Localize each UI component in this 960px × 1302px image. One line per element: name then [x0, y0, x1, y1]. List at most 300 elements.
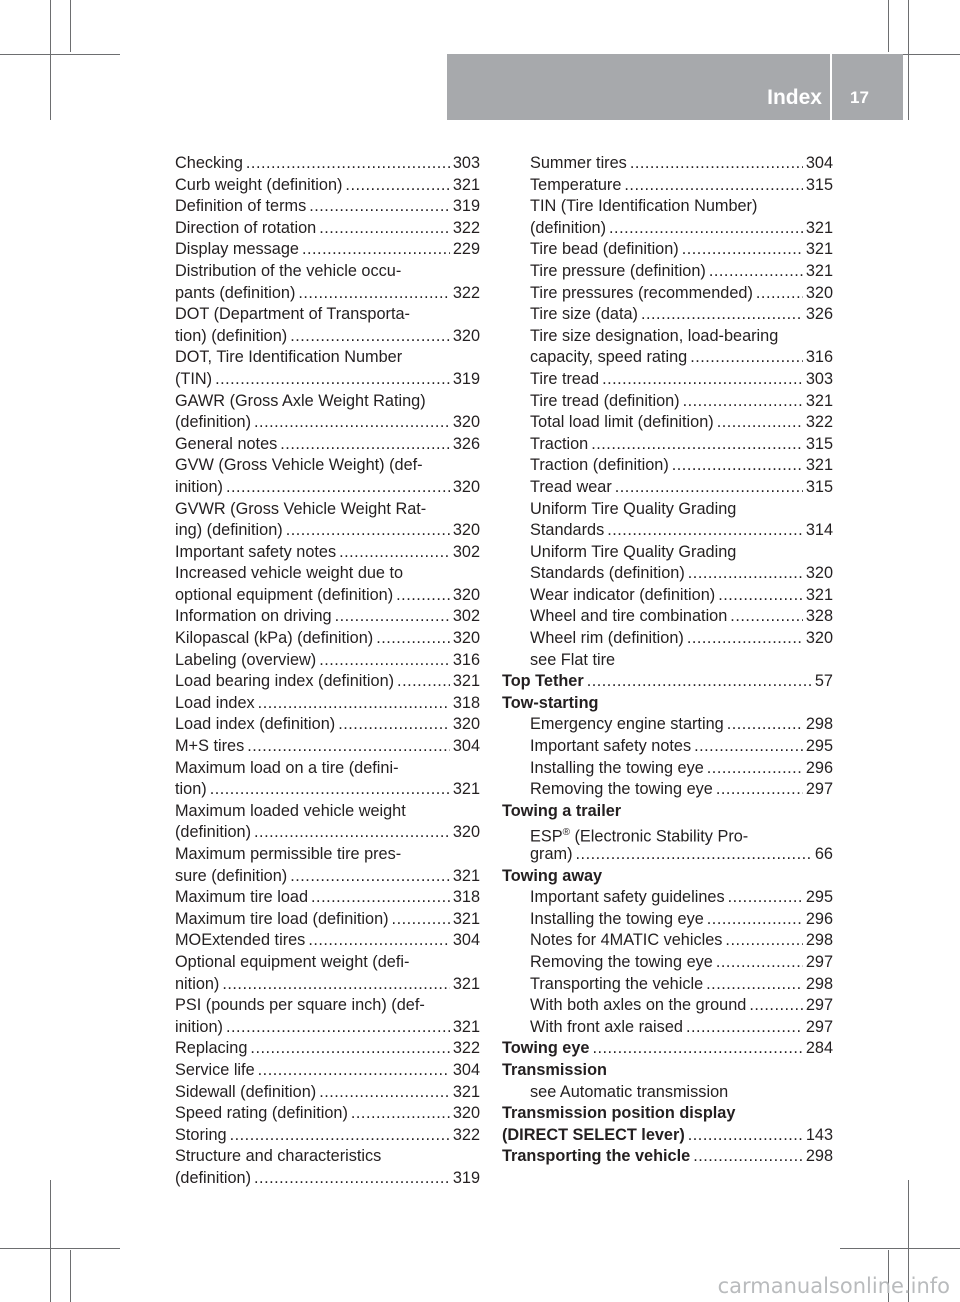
- index-entry: [502, 542, 833, 564]
- index-entry-page: 318: [452, 888, 480, 907]
- index-entry-page: 302: [452, 607, 480, 626]
- index-entry-page: 296: [805, 909, 833, 928]
- leader-dots: [230, 1125, 450, 1147]
- index-entry: [502, 326, 833, 348]
- index-entry: [502, 347, 833, 369]
- leader-dots: [716, 779, 803, 801]
- index-entry-text: Removing the towing eye: [530, 780, 713, 799]
- index-entry-page: 319: [452, 197, 480, 216]
- index-entry-text: Wheel rim (definition): [530, 629, 684, 648]
- index-entry: [502, 391, 833, 413]
- index-entry-page: 284: [805, 1039, 833, 1058]
- index-entry-text: inition): [175, 477, 223, 496]
- index-entry-text: Speed rating (definition): [175, 1104, 348, 1123]
- index-entry: [502, 628, 833, 650]
- index-entry-text: Tire pressures (recommended): [530, 283, 753, 302]
- index-entry-page: 315: [805, 477, 833, 496]
- leader-dots: [718, 585, 803, 607]
- leader-dots: [688, 563, 803, 585]
- index-entry-page: 321: [805, 456, 833, 475]
- index-entry: [175, 391, 480, 413]
- watermark: carmanualsonline.info: [717, 1274, 950, 1298]
- index-entry: [502, 563, 833, 585]
- leader-dots: [641, 304, 803, 326]
- index-entry-text: Removing the towing eye: [530, 952, 713, 971]
- index-entry-page: 320: [452, 413, 480, 432]
- index-entry-text: Installing the towing eye: [530, 909, 704, 928]
- index-entry-text: Wheel and tire combination: [530, 607, 728, 626]
- index-entry: [175, 499, 480, 521]
- index-entry: [175, 369, 480, 391]
- index-entry-text: Structure and characteristics: [175, 1147, 382, 1166]
- index-entry-text: Important safety notes: [175, 542, 337, 561]
- index-entry-page: 322: [452, 1125, 480, 1144]
- crop-mark: [888, 0, 889, 52]
- index-entry-page: 57: [814, 672, 833, 691]
- index-entry: [502, 650, 833, 672]
- index-entry-text: (definition): [175, 823, 252, 842]
- index-entry-text: tion): [175, 780, 207, 799]
- leader-dots: [290, 326, 450, 348]
- index-entry: [175, 650, 480, 672]
- index-entry: [502, 1082, 833, 1104]
- index-entry-page: 320: [452, 715, 480, 734]
- index-entry-page: 328: [805, 607, 833, 626]
- index-entry-text: Tire bead (definition): [530, 240, 679, 259]
- index-entry-page: 143: [805, 1125, 833, 1144]
- index-entry-text: TIN (Tire Identification Number): [530, 197, 758, 216]
- index-entry-page: 320: [452, 823, 480, 842]
- leader-dots: [392, 909, 450, 931]
- index-entry: [175, 714, 480, 736]
- leader-dots: [609, 218, 803, 240]
- index-entry: [175, 455, 480, 477]
- leader-dots: [592, 1038, 802, 1060]
- leader-dots: [725, 930, 802, 952]
- index-entry: [502, 196, 833, 218]
- index-entry-page: 316: [805, 348, 833, 367]
- index-entry-text: pants (definition): [175, 283, 296, 302]
- header-divider: [830, 54, 832, 120]
- index-entry-text: Direction of rotation: [175, 218, 317, 237]
- index-entry: [175, 758, 480, 780]
- index-entry: [502, 369, 833, 391]
- leader-dots: [396, 585, 450, 607]
- index-entry: [502, 1103, 833, 1125]
- index-entry-text: Uniform Tire Quality Grading: [530, 542, 737, 561]
- leader-dots: [602, 369, 803, 391]
- leader-dots: [319, 1082, 450, 1104]
- index-entry-text: Towing away: [502, 866, 603, 885]
- index-entry-text: GAWR (Gross Axle Weight Rating): [175, 391, 426, 410]
- index-entry: [175, 1103, 480, 1125]
- index-entry-page: 297: [805, 996, 833, 1015]
- leader-dots: [345, 175, 449, 197]
- leader-dots: [687, 628, 803, 650]
- index-entry-page: 320: [452, 1104, 480, 1123]
- index-entry: [502, 455, 833, 477]
- index-entry-page: 298: [805, 715, 833, 734]
- index-entry-text: Definition of terms: [175, 197, 307, 216]
- index-entry: [502, 412, 833, 434]
- index-entry-page: 320: [805, 283, 833, 302]
- index-entry-text: Maximum loaded vehicle weight: [175, 801, 406, 820]
- index-entry-text: Transporting the vehicle: [530, 974, 704, 993]
- leader-dots: [246, 153, 450, 175]
- index-entry-text: optional equipment (definition): [175, 585, 394, 604]
- leader-dots: [694, 736, 803, 758]
- index-entry-text: see Flat tire: [530, 650, 616, 669]
- index-entry-text: Towing eye: [502, 1039, 590, 1058]
- index-entry: [502, 1038, 833, 1060]
- crop-mark: [908, 0, 909, 120]
- index-entry: [175, 736, 480, 758]
- index-entry-text: ing) (definition): [175, 521, 283, 540]
- crop-mark: [0, 1248, 120, 1249]
- index-entry-page: 321: [452, 175, 480, 194]
- leader-dots: [591, 434, 803, 456]
- index-entry: [175, 1082, 480, 1104]
- index-column-left: [175, 153, 480, 1190]
- index-entry-text: sure (definition): [175, 866, 288, 885]
- index-entry-page: 320: [805, 564, 833, 583]
- index-entry: [502, 1017, 833, 1039]
- index-entry: [502, 887, 833, 909]
- index-entry: [502, 822, 833, 844]
- index-entry: [175, 822, 480, 844]
- leader-dots: [587, 671, 812, 693]
- index-entry: [502, 434, 833, 456]
- index-entry: [175, 261, 480, 283]
- index-entry: [175, 801, 480, 823]
- index-entry: [175, 477, 480, 499]
- index-entry-page: 298: [805, 974, 833, 993]
- crop-mark: [70, 1250, 71, 1302]
- index-entry-text: Replacing: [175, 1039, 248, 1058]
- index-entry-text: Transporting the vehicle: [502, 1147, 691, 1166]
- index-entry-text: Important safety notes: [530, 737, 692, 756]
- index-entry-text: Traction (definition): [530, 456, 669, 475]
- index-entry-page: 321: [452, 909, 480, 928]
- crop-mark: [0, 54, 120, 55]
- index-entry: [175, 585, 480, 607]
- index-entry-text: With front axle raised: [530, 1017, 683, 1036]
- leader-dots: [290, 866, 450, 888]
- index-entry-page: 296: [805, 758, 833, 777]
- index-entry: [175, 693, 480, 715]
- index-entry-page: 320: [805, 629, 833, 648]
- index-entry-text: With both axles on the ground: [530, 996, 747, 1015]
- leader-dots: [607, 520, 803, 542]
- leader-dots: [756, 283, 803, 305]
- index-entry: [175, 283, 480, 305]
- index-entry-page: 229: [452, 240, 480, 259]
- index-entry-text: Increased vehicle weight due to: [175, 564, 404, 583]
- index-entry-page: 320: [452, 585, 480, 604]
- index-entry-page: 321: [452, 974, 480, 993]
- index-entry: [175, 1146, 480, 1168]
- index-entry-text: capacity, speed rating: [530, 348, 688, 367]
- index-entry: [502, 952, 833, 974]
- leader-dots: [339, 542, 450, 564]
- leader-dots: [319, 650, 450, 672]
- index-entry-page: 321: [452, 1017, 480, 1036]
- index-entry-page: 321: [805, 391, 833, 410]
- index-entry-text: ESP® (Electronic Stability Pro-: [530, 827, 749, 846]
- leader-dots: [397, 671, 450, 693]
- index-entry-text: Storing: [175, 1125, 227, 1144]
- index-entry: [502, 671, 833, 693]
- index-entry: [175, 844, 480, 866]
- leader-dots: [376, 628, 450, 650]
- index-entry-text: Important safety guidelines: [530, 888, 725, 907]
- index-entry-page: 320: [452, 477, 480, 496]
- leader-dots: [250, 1038, 449, 1060]
- leader-dots: [727, 714, 803, 736]
- index-entry-page: 298: [805, 931, 833, 950]
- header-bar: [447, 54, 903, 120]
- index-entry-page: 303: [805, 369, 833, 388]
- index-entry: [502, 801, 833, 823]
- index-entry-page: 321: [805, 218, 833, 237]
- crop-mark: [50, 0, 51, 120]
- leader-dots: [226, 1017, 450, 1039]
- index-entry: [502, 909, 833, 931]
- index-entry-text: Transmission position display: [502, 1104, 736, 1123]
- index-entry-text: PSI (pounds per square inch) (def-: [175, 996, 425, 1015]
- index-entry-text: Transmission: [502, 1060, 607, 1079]
- leader-dots: [222, 974, 449, 996]
- index-entry: [502, 477, 833, 499]
- leader-dots: [309, 196, 450, 218]
- index-entry-page: 304: [452, 737, 480, 756]
- index-entry: [175, 520, 480, 542]
- index-entry-text: tion) (definition): [175, 326, 288, 345]
- index-entry-text: (TIN): [175, 369, 213, 388]
- index-entry: [175, 909, 480, 931]
- index-entry-text: Uniform Tire Quality Grading: [530, 499, 737, 518]
- index-entry-text: Maximum load on a tire (defini-: [175, 758, 399, 777]
- index-entry: [175, 952, 480, 974]
- index-entry-page: 304: [452, 1060, 480, 1079]
- index-entry: [175, 974, 480, 996]
- index-entry-text: M+S tires: [175, 737, 245, 756]
- leader-dots: [749, 995, 803, 1017]
- index-entry-text: Distribution of the vehicle occu-: [175, 261, 402, 280]
- index-entry-page: 295: [805, 888, 833, 907]
- index-entry-page: 66: [814, 845, 833, 863]
- index-entry-text: nition): [175, 974, 220, 993]
- index-entry-page: 322: [452, 218, 480, 237]
- index-entry-text: Top Tether: [502, 672, 584, 691]
- index-entry-page: 304: [805, 154, 833, 172]
- index-entry: [502, 585, 833, 607]
- leader-dots: [690, 347, 803, 369]
- index-entry-text: Installing the towing eye: [530, 758, 704, 777]
- index-entry-text: Load index: [175, 693, 255, 712]
- index-entry: [502, 995, 833, 1017]
- leader-dots: [688, 1125, 803, 1147]
- leader-dots: [707, 758, 803, 780]
- index-entry-text: Tire pressure (definition): [530, 261, 706, 280]
- index-entry: [175, 196, 480, 218]
- index-entry: [175, 347, 480, 369]
- leader-dots: [311, 887, 450, 909]
- index-entry: [502, 153, 833, 175]
- index-entry-text: Maximum permissible tire pres-: [175, 845, 402, 863]
- leader-dots: [728, 887, 803, 909]
- index-entry-text: Tread wear: [530, 477, 612, 496]
- leader-dots: [730, 606, 803, 628]
- crop-mark: [840, 1248, 960, 1249]
- index-entry-text: Optional equipment weight (defi-: [175, 952, 410, 971]
- leader-dots: [338, 714, 450, 736]
- leader-dots: [709, 261, 803, 283]
- index-entry: [175, 995, 480, 1017]
- index-entry-page: 322: [452, 283, 480, 302]
- index-entry: [175, 542, 480, 564]
- index-entry: [502, 1125, 833, 1147]
- index-entry: [502, 499, 833, 521]
- index-entry: [502, 218, 833, 240]
- leader-dots: [215, 369, 450, 391]
- index-entry: [175, 628, 480, 650]
- leader-dots: [624, 175, 802, 197]
- index-entry-page: 314: [805, 521, 833, 540]
- index-entry-page: 326: [805, 305, 833, 324]
- index-entry: [502, 1060, 833, 1082]
- leader-dots: [286, 520, 450, 542]
- index-entry: [175, 779, 480, 801]
- index-entry: [502, 304, 833, 326]
- index-entry-text: GVW (Gross Vehicle Weight) (def-: [175, 456, 423, 475]
- index-entry-text: Standards (definition): [530, 564, 685, 583]
- index-entry-page: 297: [805, 780, 833, 799]
- index-entry: [175, 606, 480, 628]
- index-entry-page: 321: [452, 866, 480, 885]
- index-entry: [175, 218, 480, 240]
- index-entry-text: GVWR (Gross Vehicle Weight Rat-: [175, 499, 427, 518]
- index-entry-text: Emergency engine starting: [530, 715, 724, 734]
- index-entry-page: 321: [805, 261, 833, 280]
- index-entry: [502, 239, 833, 261]
- index-entry: [175, 1168, 480, 1190]
- index-entry: [502, 736, 833, 758]
- index-entry-page: 302: [452, 542, 480, 561]
- leader-dots: [716, 952, 803, 974]
- index-entry-text: Standards: [530, 521, 605, 540]
- index-entry-text: Tire tread (definition): [530, 391, 680, 410]
- index-entry-page: 304: [452, 931, 480, 950]
- index-entry: [502, 520, 833, 542]
- page-title: Index: [767, 86, 822, 109]
- index-entry-page: 321: [452, 1082, 480, 1101]
- index-entry: [175, 434, 480, 456]
- index-entry-text: see Automatic transmission: [530, 1082, 729, 1101]
- index-entry-text: Checking: [175, 154, 243, 172]
- index-entry-page: 303: [452, 154, 480, 172]
- leader-dots: [210, 779, 450, 801]
- index-entry-text: inition): [175, 1017, 223, 1036]
- index-entry: [502, 283, 833, 305]
- index-entry: [502, 175, 833, 197]
- index-entry-text: General notes: [175, 434, 278, 453]
- leader-dots: [693, 1146, 803, 1168]
- leader-dots: [302, 239, 450, 261]
- index-entry-text: Wear indicator (definition): [530, 585, 716, 604]
- index-entry-page: 295: [805, 737, 833, 756]
- leader-dots: [254, 822, 450, 844]
- index-entry: [502, 714, 833, 736]
- index-entry: [175, 239, 480, 261]
- index-entry-text: (definition): [175, 413, 252, 432]
- leader-dots: [258, 693, 450, 715]
- crop-mark: [70, 0, 71, 52]
- page-number: 17: [850, 88, 869, 107]
- index-entry-text: Total load limit (definition): [530, 413, 714, 432]
- leader-dots: [576, 844, 812, 866]
- index-entry: [502, 606, 833, 628]
- leader-dots: [682, 239, 803, 261]
- index-entry-page: 320: [452, 521, 480, 540]
- leader-dots: [630, 153, 803, 175]
- index-entry: [175, 1060, 480, 1082]
- index-entry-text: Labeling (overview): [175, 650, 317, 669]
- leader-dots: [319, 218, 450, 240]
- crop-mark: [50, 1180, 51, 1302]
- index-entry-page: 320: [452, 326, 480, 345]
- index-entry-page: 321: [805, 240, 833, 259]
- index-entry-page: 322: [805, 413, 833, 432]
- leader-dots: [706, 974, 803, 996]
- leader-dots: [247, 736, 450, 758]
- index-entry-text: (definition): [175, 1168, 252, 1187]
- index-entry-page: 321: [805, 585, 833, 604]
- index-entry-page: 319: [452, 369, 480, 388]
- leader-dots: [686, 1017, 803, 1039]
- leader-dots: [258, 1060, 450, 1082]
- index-entry-text: Display message: [175, 240, 299, 259]
- index-entry-page: 315: [805, 434, 833, 453]
- leader-dots: [672, 455, 803, 477]
- index-entry-text: Summer tires: [530, 154, 627, 172]
- index-entry: [175, 887, 480, 909]
- index-entry: [175, 1017, 480, 1039]
- index-entry-text: Load bearing index (definition): [175, 672, 395, 691]
- index-entry-text: Tow-starting: [502, 693, 599, 712]
- index-entry-text: (definition): [530, 218, 607, 237]
- leader-dots: [226, 477, 450, 499]
- index-entry: [175, 153, 480, 175]
- leader-dots: [298, 283, 449, 305]
- index-entry-text: Traction: [530, 434, 589, 453]
- leader-dots: [280, 434, 450, 456]
- index-entry-text: DOT (Department of Transporta-: [175, 305, 410, 324]
- index-entry: [175, 175, 480, 197]
- leader-dots: [683, 391, 803, 413]
- index-entry: [175, 326, 480, 348]
- index-entry: [502, 779, 833, 801]
- index-entry: [175, 563, 480, 585]
- index-entry-page: 297: [805, 952, 833, 971]
- index-entry: [502, 1146, 833, 1168]
- index-entry-page: 318: [452, 693, 480, 712]
- leader-dots: [308, 930, 450, 952]
- index-entry-text: Towing a trailer: [502, 801, 622, 820]
- index-entry-text: Tire size designation, load-bearing: [530, 326, 779, 345]
- registered-mark: ®: [562, 827, 570, 839]
- index-entry-page: 297: [805, 1017, 833, 1036]
